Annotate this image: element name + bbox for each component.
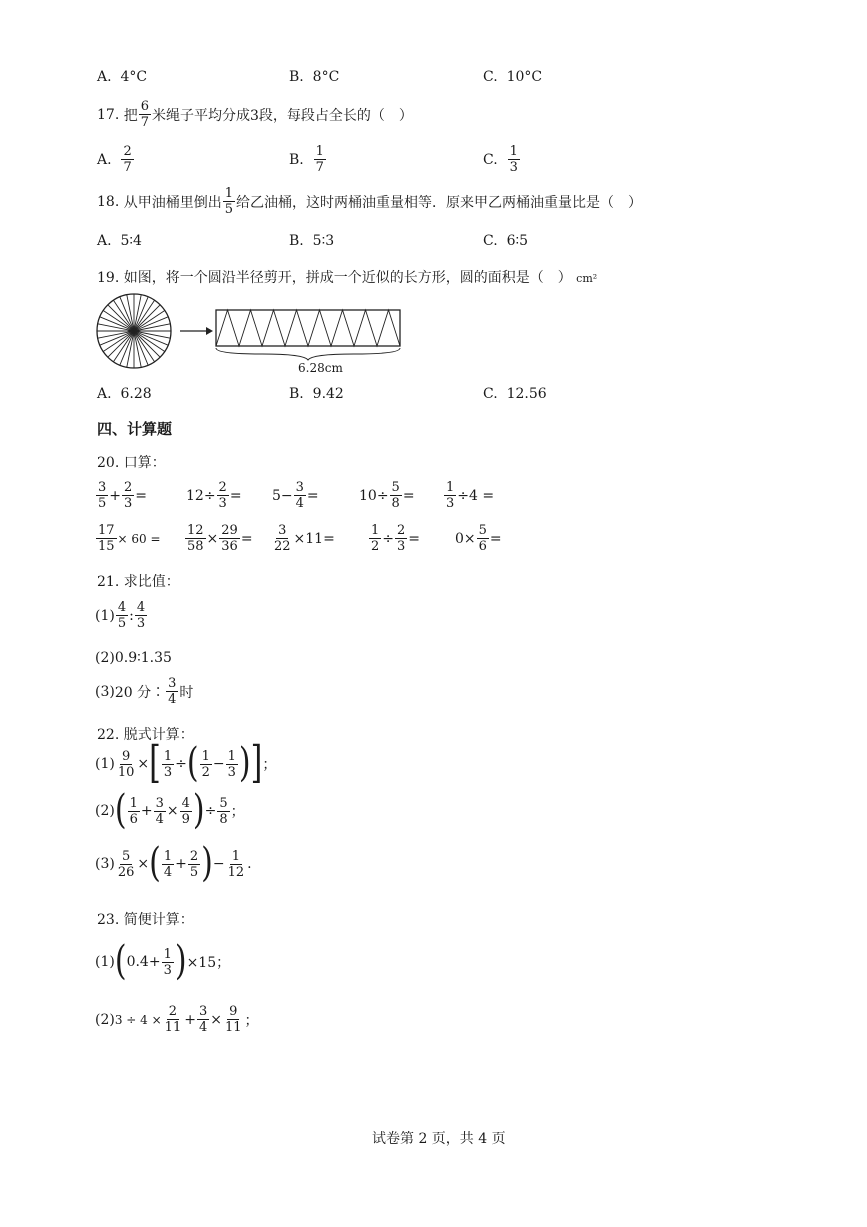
q16-option-b: B. 8°C: [289, 69, 340, 85]
q16-option-a: A. 4°C: [97, 69, 148, 85]
q20-title: 20. 口算：: [97, 455, 166, 471]
q17-option-c: C. $\frac{1}{3}$: [483, 144, 518, 175]
q17-fraction: $\frac{6}{7}$: [140, 99, 149, 130]
circle-sectors-icon: [97, 294, 171, 368]
q22-part-1: (1) $\frac{9}{10}$ × [ $\frac{1}{3}$ ÷ ( $\frac{1}{2}$ − $\frac{1}{3}$ ) ] ；: [95, 737, 277, 789]
q23-part-1: (1) ( 0.4+ $\frac{1}{3}$ ) ×15；: [95, 937, 231, 985]
q20-item-8: $\frac{3}{22}$ ×11=: [274, 523, 335, 554]
q18-stem: 18. 从甲油桶里倒出 $\frac{1}{5}$ 给乙油桶，这时两桶油重量相等．原来甲乙两桶油重量比是（ ）: [97, 186, 642, 217]
q19-option-b: B. 9.42: [289, 386, 344, 402]
q18-option-a: A. 5∶4: [97, 233, 142, 249]
q20-item-10: 0× $\frac{5}{6}$ =: [455, 523, 502, 554]
section-title: 四、计算题: [97, 420, 173, 438]
q20-item-6: $\frac{17}{15}$ × 60 =: [98, 523, 161, 554]
q19-figure-label: 6.28cm: [298, 361, 343, 375]
q22-title: 22. 脱式计算：: [97, 727, 194, 743]
q22-part-2: (2) ( $\frac{1}{6}$ + $\frac{3}{4}$ × $\frac{4}{9}$ ) ÷ $\frac{5}{8}$ ；: [95, 786, 245, 834]
q20-item-1: $\frac{3}{5}$ + $\frac{2}{3}$ =: [98, 480, 148, 511]
q17-stem: 17. 把 $\frac{6}{7}$ 米绳子平均分成3段，每段占全长的（ ）: [97, 99, 413, 130]
q20-item-3: 5− $\frac{3}{4}$ =: [272, 480, 319, 511]
q19-option-a: A. 6.28: [97, 386, 152, 402]
q22-part-3: (3) $\frac{5}{26}$ × ( $\frac{1}{4}$ + $\frac{2}{5}$ ) − $\frac{1}{12}$ .: [95, 839, 252, 887]
q23-part-2: (2) 3 ÷ 4 × $\frac{2}{11}$ + $\frac{3}{4}$ × $\frac{9}{11}$ ；: [95, 1004, 259, 1035]
q19-option-c: C. 12.56: [483, 386, 547, 402]
q18-option-b: B. 5∶3: [289, 233, 335, 249]
q20-item-7: $\frac{12}{58}$ × $\frac{29}{36}$ =: [187, 523, 253, 554]
q21-title: 21. 求比值：: [97, 574, 180, 590]
q20-item-9: $\frac{1}{2}$ ÷ $\frac{2}{3}$ =: [371, 523, 421, 554]
q19-figure: [92, 290, 422, 380]
q18-option-c: C. 6∶5: [483, 233, 529, 249]
q20-item-5: $\frac{1}{3}$ ÷4 =: [446, 480, 495, 511]
q19-stem: 19. 如图，将一个圆沿半径剪开，拼成一个近似的长方形，圆的面积是（ ） cm²: [97, 270, 598, 286]
q18-fraction: $\frac{1}{5}$: [224, 186, 233, 217]
page-footer: 试卷第 2 页，共 4 页: [372, 1131, 506, 1147]
q17-option-a: A. $\frac{2}{7}$: [97, 144, 132, 175]
q23-title: 23. 简便计算：: [97, 912, 194, 928]
q20-item-4: 10÷ $\frac{5}{8}$ =: [359, 480, 415, 511]
q17-option-b: B. $\frac{1}{7}$: [289, 144, 324, 175]
q16-option-c: C. 10°C: [483, 69, 543, 85]
q21-part-1: (1) $\frac{4}{5}$ : $\frac{4}{3}$: [95, 600, 146, 631]
rectangle-sectors-icon: [216, 310, 400, 360]
q20-item-2: 12÷ $\frac{2}{3}$ =: [186, 480, 242, 511]
arrow-icon: [180, 327, 213, 335]
q21-part-2: (2)0.9∶1.35: [95, 650, 172, 666]
q21-part-3: (3) 20 分∶ $\frac{3}{4}$ 时: [95, 676, 194, 707]
